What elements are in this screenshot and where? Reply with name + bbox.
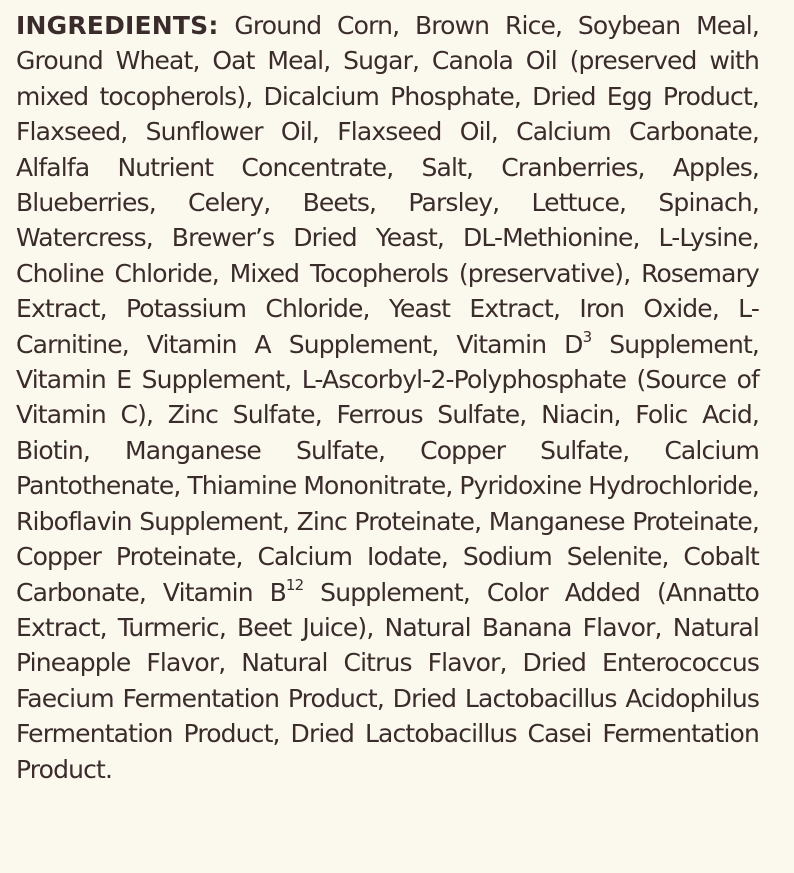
vitamin-b-superscript: 12 [285,576,304,595]
ingredients-paragraph [16,8,759,787]
ingredients-text-part-1: Ground Corn, Brown Rice, Soybean Meal, Ground Wheat, Oat Meal, Sugar, Canola Oil (preserved with mixed tocopherols), Dicalcium Phosphate, Dried Egg Product, Flaxseed, Sunflower Oil, Flaxseed Oil, Calcium Carbonate, Alfalfa Nutrient Concentrate, Salt, Cranberries, Apples, Blueberries, Celery, Beets, Parsley, Lettuce, Spinach, Watercress, Brewer’s Dried Yeast, DL-Methionine, L-Lysine, Choline Chloride, Mixed Tocopherols (preservative), Rosemary Extract, Potassium Chloride, Yeast Extract, Iron Oxide, L-Carnitine, Vitamin A Supplement, Vitamin D [16,11,759,359]
vitamin-d-superscript: 3 [582,328,592,347]
ingredients-text-part-2: Supplement, Vitamin E Supplement, L-Ascorbyl-2-Polyphosphate (Source of Vitamin C), Zinc Sulfate, Ferrous Sulfate, Niacin, Folic Acid, Biotin, Manganese Sulfate, Copper Sulfate, Calcium Pantothenate, Thiamine Mononitrate, Pyridoxine Hydrochloride, Riboflavin Supplement, Zinc Proteinate, Manganese Proteinate, Copper Proteinate, Calcium Iodate, Sodium Selenite, Cobalt Carbonate, Vitamin B [16,329,759,607]
ingredients-text-part-3: Supplement, Color Added (Annatto Extract, Turmeric, Beet Juice), Natural Banana Flavor, Natural Pineapple Flavor, Natural Citrus Flavor, Dried Enterococcus Faecium Fermentation Product, Dried Lactobacillus Acidophilus Fermentation Product, Dried Lactobacillus Casei Fermentation Product. [16,577,759,784]
ingredients-heading: INGREDIENTS: [16,11,219,40]
